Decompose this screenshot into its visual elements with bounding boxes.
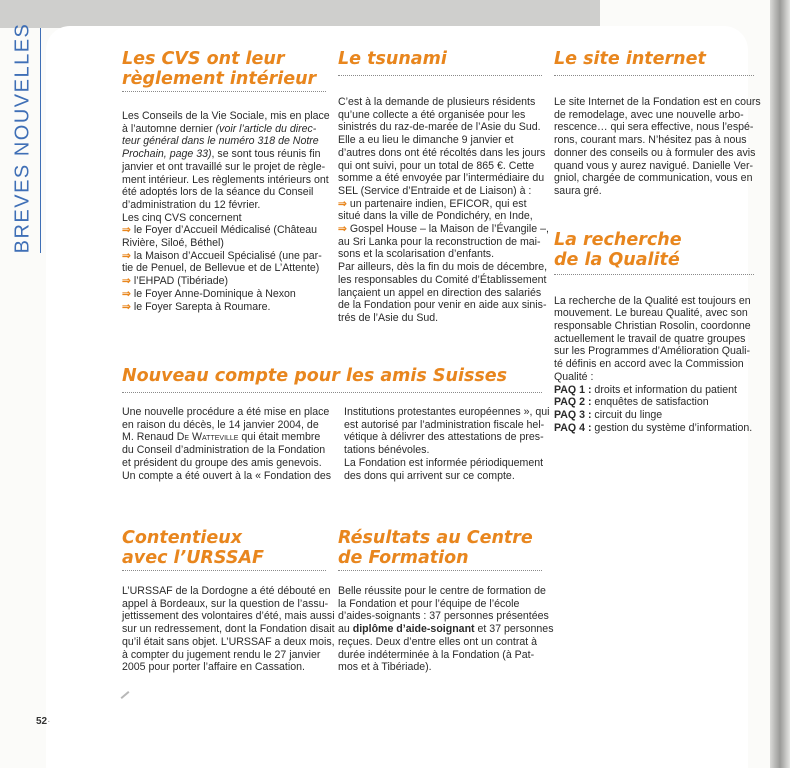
section-title-text: BREVES NOUVELLES bbox=[11, 22, 34, 254]
list-item: PAQ 4 : gestion du système d’information. bbox=[554, 421, 753, 434]
site-title-rule bbox=[554, 75, 754, 76]
formation-title-rule bbox=[338, 570, 542, 571]
suisses-body-left: Une nouvelle procédure a été mise en place en raison du décès, le 14 janvier 2004, de M. Renaud De Watteville qui était membre du Conseil d’administration de la Fondation et président du groupe des amis genevois. Un compte a été ouvert à la « Fondation des bbox=[122, 406, 332, 482]
cvs-title: Les CVS ont leur règlement intérieur bbox=[122, 49, 317, 89]
arrow-icon: ⇒ bbox=[338, 197, 347, 210]
page-number: 52· bbox=[36, 716, 51, 727]
article-cvs bbox=[122, 49, 330, 313]
article-tsunami bbox=[338, 49, 549, 325]
arrow-icon: ⇒ bbox=[122, 275, 131, 288]
article-urssaf bbox=[122, 528, 335, 674]
qualite-title-rule bbox=[554, 274, 754, 275]
article-site-internet bbox=[554, 49, 761, 434]
arrow-icon: ⇒ bbox=[338, 223, 347, 236]
list-item: ⇒ le Foyer Sarepta à Roumare. bbox=[122, 300, 271, 313]
arrow-icon: ⇒ bbox=[122, 300, 131, 313]
list-item: ⇒ l’EHPAD (Tibériade) bbox=[122, 275, 229, 288]
page-binding-edge bbox=[770, 0, 790, 768]
tsunami-title-rule bbox=[338, 75, 542, 76]
list-item: PAQ 2 : enquêtes de satisfaction bbox=[554, 396, 709, 409]
urssaf-title-rule bbox=[122, 570, 326, 571]
suisses-title: Nouveau compte pour les amis Suisses bbox=[122, 366, 508, 386]
list-item: PAQ 3 : circuit du linge bbox=[554, 408, 663, 421]
cvs-body: Les Conseils de la Vie Sociale, mis en place à l’automne dernier (voir l’article du direc- teur général dans le numéro 318 de Notre Prochain, page 33), se sont tous réunis fin janvier et ont travaillé sur le projet de règle- ment intérieur. Les règlements intérieurs ont été adoptés lors de la séance du Conseil d’administration du 12 février. Les cinq CVS concernent ⇒ le Foyer d’Accueil Médicalisé (Château Rivière, Siloé, Béthel) ⇒ la Maison d’Accueil Spécialisé (une par- tie de Penuel, de Bellevue et de L’Attente) ⇒ l’EHPAD (Tibériade) ⇒ le Foyer Anne-Dominique à Nexon ⇒ le Foyer Sarepta à Roumare. bbox=[122, 110, 330, 313]
list-item: ⇒ la Maison d’Accueil Spécialisé (une par- bbox=[122, 249, 322, 262]
list-item: ⇒ le Foyer Anne-Dominique à Nexon bbox=[122, 287, 296, 300]
urssaf-title: Contentieux avec l’URSSAF bbox=[122, 528, 264, 568]
site-title: Le site internet bbox=[554, 49, 706, 69]
qualite-body: La recherche de la Qualité est toujours en mouvement. Le bureau Qualité, avec son responsable Christian Rosolin, coordonne actuellement le travail de quatre groupes sur les Programmes d’Amélioration Quali- té définis en accord avec la Commission Qualité : PAQ 1 : droits et information du patient PAQ 2 : enquêtes de satisfaction PAQ 3 : circuit du linge PAQ 4 : gestion du système d’information. bbox=[554, 294, 753, 434]
tsunami-title: Le tsunami bbox=[338, 49, 447, 69]
site-body: Le site Internet de la Fondation est en cours de remodelage, avec une nouvelle arbo- rescence… qui sera effective, nous l’espé- rons, courant mars. N’hésitez pas à nous donner des conseils ou à formuler des avis quand vous y aurez navigué. Danielle Ver- gniol, chargée de communication, vous en saura gré. bbox=[554, 96, 761, 197]
tsunami-body: C’est à la demande de plusieurs résidents qu’une collecte a été organisée pour les sinistrés du raz-de-marée de l’Asie du Sud. Elle a eu lieu le dimanche 9 janvier et d’autres dons ont été récoltés dans les jours qui ont suivi, pour un total de 865 €. Cette somme a été envoyée par l’intermédiaire du SEL (Service d’Entraide et de Liaison) à : ⇒ un partenaire indien, EFICOR, qui est situé dans la ville de Pondichéry, en Inde, ⇒ Gospel House – la Maison de l’Évangile –, au Sri Lanka pour la reconstruction de mai- sons et la scolarisation d’enfants. Par ailleurs, dès la fin du mois de décembre, les responsables du Comité d’Établissement lançaient un appel en direction des salariés de la Fondation pour venir en aide aux sinis- trés de l’Asie du Sud. bbox=[338, 96, 549, 324]
list-item: PAQ 1 : droits et information du patient bbox=[554, 383, 737, 396]
qualite-title: La recherche de la Qualité bbox=[554, 229, 682, 270]
formation-title: Résultats au Centre de Formation bbox=[338, 528, 533, 568]
list-item: ⇒ le Foyer d’Accueil Médicalisé (Château bbox=[122, 224, 318, 237]
article-amis-suisses bbox=[122, 366, 550, 482]
list-item: ⇒ Gospel House – la Maison de l’Évangile –, bbox=[338, 223, 549, 236]
arrow-icon: ⇒ bbox=[122, 224, 131, 237]
formation-body: Belle réussite pour le centre de formation de la Fondation et pour l’équipe de l’école d’aides-soignants : 37 personnes présentées au diplôme d’aide-soignant et 37 personnes reçues. Deux d’entre elles ont un contrat à durée indéterminée à la Fondation (à Pat- mos et à Tibériade). bbox=[338, 585, 554, 674]
cvs-title-rule bbox=[122, 91, 326, 92]
section-title-rule bbox=[40, 28, 41, 253]
arrow-icon: ⇒ bbox=[122, 287, 131, 300]
suisses-body-right: Institutions protestantes européennes », qui est autorisé par l’administration fiscale hel- vétique à délivrer des attestations de pres- tations bénévoles. La Fondation est informée périodiquement des dons qui arrivent sur ce compte. bbox=[344, 406, 550, 482]
section-title-vertical bbox=[8, 18, 38, 258]
urssaf-body: L’URSSAF de la Dordogne a été débouté en appel à Bordeaux, sur la question de l’assu- jettissement des volontaires d’été, mais aussi sur un redressement, dont la Fondation disait qu’il était sans objet. L’URSSAF a deux mois, à compter du jugement rendu le 27 janvier 2005 pour porter l’affaire en Cassation. bbox=[122, 585, 335, 674]
article-formation bbox=[338, 528, 554, 674]
top-band-left bbox=[0, 0, 600, 28]
arrow-icon: ⇒ bbox=[122, 249, 131, 262]
list-item: ⇒ un partenaire indien, EFICOR, qui est bbox=[338, 197, 527, 210]
suisses-title-rule bbox=[122, 392, 542, 393]
